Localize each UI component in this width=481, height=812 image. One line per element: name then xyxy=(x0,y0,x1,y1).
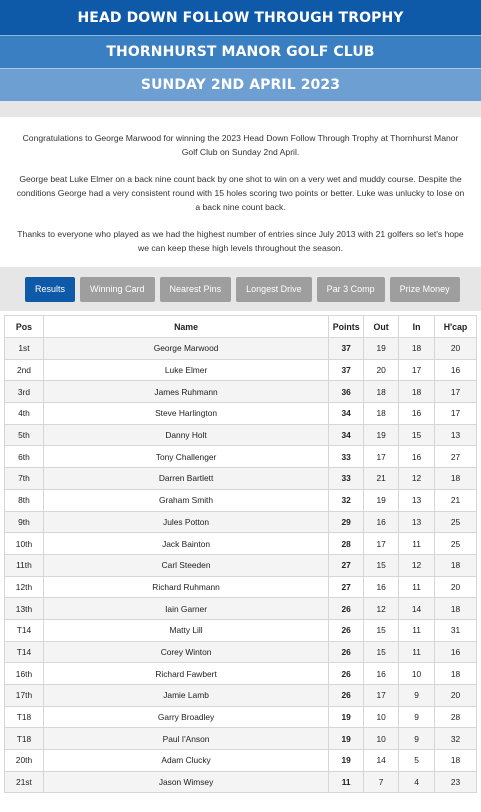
cell-pos: T14 xyxy=(5,619,44,641)
cell-pos: 7th xyxy=(5,468,44,490)
cell-handicap: 18 xyxy=(435,750,477,772)
cell-out: 14 xyxy=(364,750,399,772)
cell-pos: T18 xyxy=(5,706,44,728)
table-row xyxy=(5,468,477,490)
intro-paragraph: Thanks to everyone who played as we had the highest number of entries since July 2013 with 21 golfers so let's hope we can keep these high levels throughout the season. xyxy=(17,229,464,253)
cell-name: Darren Bartlett xyxy=(43,468,328,490)
cell-in: 18 xyxy=(399,338,435,360)
cell-points: 33 xyxy=(329,468,364,490)
table-row xyxy=(5,446,477,468)
cell-name: Jack Bainton xyxy=(43,533,328,555)
table-row xyxy=(5,511,477,533)
cell-pos: 6th xyxy=(5,446,44,468)
cell-name: Iain Garner xyxy=(43,598,328,620)
column-header-in: In xyxy=(399,316,435,338)
column-header-pos: Pos xyxy=(5,316,44,338)
cell-in: 11 xyxy=(399,619,435,641)
cell-handicap: 25 xyxy=(435,533,477,555)
cell-pos: 8th xyxy=(5,489,44,511)
tab-prize-money[interactable]: Prize Money xyxy=(390,277,460,302)
cell-in: 12 xyxy=(399,468,435,490)
cell-out: 21 xyxy=(364,468,399,490)
cell-out: 19 xyxy=(364,338,399,360)
results-table-wrapper xyxy=(0,311,481,793)
header-club: THORNHURST MANOR GOLF CLUB xyxy=(106,44,375,60)
cell-name: Jason Wimsey xyxy=(43,771,328,793)
column-header-points: Points xyxy=(329,316,364,338)
table-row xyxy=(5,728,477,750)
cell-out: 16 xyxy=(364,576,399,598)
cell-in: 18 xyxy=(399,381,435,403)
cell-in: 14 xyxy=(399,598,435,620)
cell-pos: 9th xyxy=(5,511,44,533)
cell-out: 17 xyxy=(364,533,399,555)
cell-handicap: 16 xyxy=(435,641,477,663)
cell-out: 12 xyxy=(364,598,399,620)
cell-name: Jules Potton xyxy=(43,511,328,533)
cell-pos: 10th xyxy=(5,533,44,555)
cell-points: 33 xyxy=(329,446,364,468)
cell-handicap: 16 xyxy=(435,359,477,381)
cell-out: 19 xyxy=(364,489,399,511)
cell-name: Tony Challenger xyxy=(43,446,328,468)
cell-in: 10 xyxy=(399,663,435,685)
cell-points: 26 xyxy=(329,663,364,685)
table-row xyxy=(5,359,477,381)
cell-out: 20 xyxy=(364,359,399,381)
cell-points: 11 xyxy=(329,771,364,793)
cell-in: 9 xyxy=(399,685,435,707)
cell-out: 10 xyxy=(364,706,399,728)
results-table-body xyxy=(5,338,477,793)
cell-name: James Ruhmann xyxy=(43,381,328,403)
cell-points: 28 xyxy=(329,533,364,555)
tab-nearest-pins[interactable]: Nearest Pins xyxy=(160,277,232,302)
cell-points: 29 xyxy=(329,511,364,533)
cell-name: Adam Clucky xyxy=(43,750,328,772)
tab-par-3-comp[interactable]: Par 3 Comp xyxy=(317,277,385,302)
cell-in: 13 xyxy=(399,511,435,533)
cell-out: 17 xyxy=(364,446,399,468)
column-header-out: Out xyxy=(364,316,399,338)
cell-pos: T14 xyxy=(5,641,44,663)
cell-out: 15 xyxy=(364,554,399,576)
cell-handicap: 20 xyxy=(435,576,477,598)
cell-name: George Marwood xyxy=(43,338,328,360)
cell-in: 16 xyxy=(399,446,435,468)
cell-out: 18 xyxy=(364,403,399,425)
table-row xyxy=(5,403,477,425)
cell-name: Paul I'Anson xyxy=(43,728,328,750)
cell-name: Graham Smith xyxy=(43,489,328,511)
tab-bar xyxy=(0,267,481,311)
cell-points: 32 xyxy=(329,489,364,511)
cell-name: Jamie Lamb xyxy=(43,685,328,707)
cell-points: 37 xyxy=(329,359,364,381)
cell-handicap: 18 xyxy=(435,598,477,620)
cell-handicap: 17 xyxy=(435,381,477,403)
cell-in: 13 xyxy=(399,489,435,511)
tab-longest-drive[interactable]: Longest Drive xyxy=(236,277,312,302)
cell-points: 26 xyxy=(329,598,364,620)
column-header-handicap: H'cap xyxy=(435,316,477,338)
cell-in: 11 xyxy=(399,641,435,663)
cell-points: 34 xyxy=(329,403,364,425)
tab-results[interactable]: Results xyxy=(25,277,75,302)
cell-handicap: 31 xyxy=(435,619,477,641)
table-row xyxy=(5,598,477,620)
table-row xyxy=(5,619,477,641)
table-row xyxy=(5,663,477,685)
cell-out: 19 xyxy=(364,424,399,446)
cell-in: 9 xyxy=(399,728,435,750)
cell-in: 11 xyxy=(399,533,435,555)
cell-pos: 11th xyxy=(5,554,44,576)
cell-points: 27 xyxy=(329,576,364,598)
cell-handicap: 23 xyxy=(435,771,477,793)
cell-name: Garry Broadley xyxy=(43,706,328,728)
header-club-banner xyxy=(0,35,481,68)
cell-in: 11 xyxy=(399,576,435,598)
cell-points: 19 xyxy=(329,706,364,728)
divider xyxy=(0,101,481,117)
cell-out: 18 xyxy=(364,381,399,403)
cell-pos: 13th xyxy=(5,598,44,620)
cell-name: Corey Winton xyxy=(43,641,328,663)
table-header-row xyxy=(5,316,477,338)
cell-pos: 16th xyxy=(5,663,44,685)
cell-name: Carl Steeden xyxy=(43,554,328,576)
table-row xyxy=(5,338,477,360)
cell-pos: 12th xyxy=(5,576,44,598)
cell-name: Danny Holt xyxy=(43,424,328,446)
tab-winning-card[interactable]: Winning Card xyxy=(80,277,155,302)
table-row xyxy=(5,706,477,728)
cell-out: 15 xyxy=(364,619,399,641)
cell-handicap: 21 xyxy=(435,489,477,511)
cell-out: 10 xyxy=(364,728,399,750)
table-row xyxy=(5,554,477,576)
cell-name: Richard Ruhmann xyxy=(43,576,328,598)
cell-handicap: 18 xyxy=(435,663,477,685)
cell-out: 17 xyxy=(364,685,399,707)
cell-out: 16 xyxy=(364,663,399,685)
results-table xyxy=(4,315,477,793)
cell-pos: 5th xyxy=(5,424,44,446)
header-title: HEAD DOWN FOLLOW THROUGH TROPHY xyxy=(77,9,404,26)
cell-points: 19 xyxy=(329,728,364,750)
cell-handicap: 25 xyxy=(435,511,477,533)
cell-points: 26 xyxy=(329,641,364,663)
header-title-banner xyxy=(0,0,481,35)
table-row xyxy=(5,641,477,663)
cell-points: 26 xyxy=(329,685,364,707)
intro-text xyxy=(0,117,481,267)
cell-pos: 20th xyxy=(5,750,44,772)
cell-points: 36 xyxy=(329,381,364,403)
cell-points: 19 xyxy=(329,750,364,772)
cell-out: 15 xyxy=(364,641,399,663)
cell-in: 9 xyxy=(399,706,435,728)
cell-handicap: 17 xyxy=(435,403,477,425)
header-date-banner xyxy=(0,68,481,101)
cell-name: Steve Harlington xyxy=(43,403,328,425)
cell-name: Luke Elmer xyxy=(43,359,328,381)
cell-points: 37 xyxy=(329,338,364,360)
table-row xyxy=(5,489,477,511)
cell-in: 12 xyxy=(399,554,435,576)
cell-points: 34 xyxy=(329,424,364,446)
cell-handicap: 27 xyxy=(435,446,477,468)
intro-paragraph: Congratulations to George Marwood for winning the 2023 Head Down Follow Through Trophy at Thornhurst Manor Golf Club on Sunday 2nd April. xyxy=(22,133,459,157)
cell-out: 7 xyxy=(364,771,399,793)
cell-pos: 17th xyxy=(5,685,44,707)
cell-name: Matty Lill xyxy=(43,619,328,641)
column-header-name: Name xyxy=(43,316,328,338)
cell-handicap: 18 xyxy=(435,468,477,490)
cell-handicap: 20 xyxy=(435,685,477,707)
table-row xyxy=(5,750,477,772)
cell-in: 15 xyxy=(399,424,435,446)
table-row xyxy=(5,533,477,555)
table-row xyxy=(5,685,477,707)
cell-handicap: 13 xyxy=(435,424,477,446)
table-row xyxy=(5,381,477,403)
header-date: SUNDAY 2ND APRIL 2023 xyxy=(140,77,341,93)
table-row xyxy=(5,424,477,446)
cell-in: 5 xyxy=(399,750,435,772)
cell-pos: T18 xyxy=(5,728,44,750)
cell-pos: 3rd xyxy=(5,381,44,403)
cell-handicap: 32 xyxy=(435,728,477,750)
cell-points: 27 xyxy=(329,554,364,576)
cell-in: 4 xyxy=(399,771,435,793)
table-row xyxy=(5,771,477,793)
cell-name: Richard Fawbert xyxy=(43,663,328,685)
cell-in: 17 xyxy=(399,359,435,381)
cell-points: 26 xyxy=(329,619,364,641)
intro-paragraph: George beat Luke Elmer on a back nine count back by one shot to win on a very wet and muddy course. Despite the conditions George had a very consistent round with 15 holes scoring two points or better. Luke was unlucky to lose on a back nine count back. xyxy=(16,174,465,212)
cell-handicap: 20 xyxy=(435,338,477,360)
cell-pos: 1st xyxy=(5,338,44,360)
cell-handicap: 18 xyxy=(435,554,477,576)
table-row xyxy=(5,576,477,598)
cell-pos: 4th xyxy=(5,403,44,425)
cell-in: 16 xyxy=(399,403,435,425)
cell-handicap: 28 xyxy=(435,706,477,728)
cell-pos: 21st xyxy=(5,771,44,793)
cell-out: 16 xyxy=(364,511,399,533)
cell-pos: 2nd xyxy=(5,359,44,381)
